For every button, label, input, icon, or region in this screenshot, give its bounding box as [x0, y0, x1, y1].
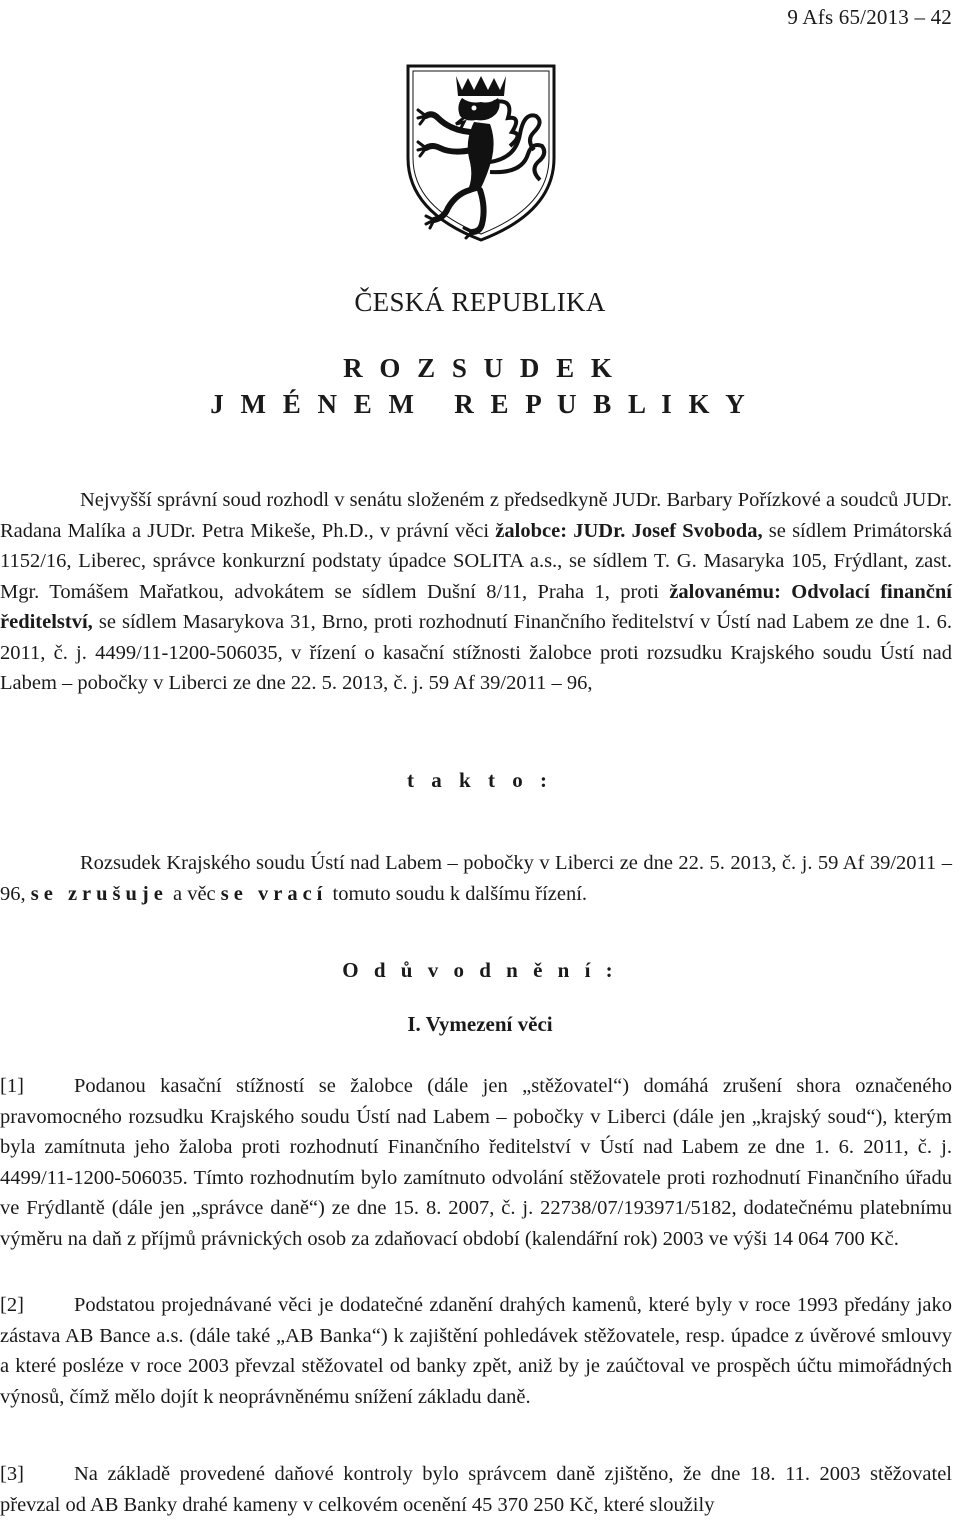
holding-paragraph — [0, 848, 952, 909]
czech-lion-coat-of-arms-icon — [404, 62, 558, 244]
holding-remand: se vrací — [220, 882, 328, 905]
verdict-title-line-2: J M É N E M R E P U B L I K Y — [210, 389, 750, 419]
intro-text-1: Nejvyšší správní soud rozhodl v senátu složeném z předsedkyně JUDr. Barbary Pořízkové a soudců JUDr. Radana Malíka a JUDr. Petra Mikeše, Ph.D., v právní věci — [0, 489, 952, 542]
country-heading: ČESKÁ REPUBLIKA — [354, 287, 606, 317]
plaintiff-label: žalobce: JUDr. Josef Svoboda, — [495, 519, 763, 542]
paragraph-number: [3] — [0, 1463, 24, 1485]
verdict-title — [0, 350, 960, 422]
intro-paragraph — [0, 485, 952, 699]
intro-text-3: se sídlem Masarykova 31, Brno, proti rozhodnutí Finančního ředitelství v Ústí nad Labem ze dne 1. 6. 2011, č. j. 4499/11-1200-506035, v řízení o kasační stížnosti žalobce proti rozsudku Krajského soudu Ústí nad Labem – pobočky v Liberci ze dne 22. 5. 2013, č. j. 59 Af 39/2011 – 96, — [0, 611, 952, 694]
holding-text-3: tomuto soudu k dalšímu řízení. — [327, 882, 588, 905]
section-heading: I. Vymezení věci — [407, 1012, 553, 1036]
takto-heading: t a k t o : — [407, 768, 553, 792]
paragraph-text: Na základě provedené daňové kontroly bylo správcem daně zjištěno, že dne 18. 11. 2003 stěžovatel převzal od AB Banky drahé kameny v celkovém ocenění 45 370 250 Kč, které sloužily — [0, 1463, 952, 1516]
grounds-heading: O d ů v o d n ě n í : — [342, 958, 618, 982]
holding-text-1: Rozsudek Krajského soudu Ústí nad Labem – pobočky v Liberci ze dne 22. 5. 2013, č. j. 59 Af 39/2011 – 96, — [0, 852, 952, 905]
intro-text-2: se sídlem Primátorská 1152/16, Liberec, správce konkurzní podstaty úpadce SOLITA a.s., se sídlem T. G. Masaryka 105, Frýdlant, zast. Mgr. Tomášem Mařatkou, advokátem se sídlem Dušní 8/11, Praha 1, proti — [0, 519, 953, 603]
paragraph-1 — [0, 1071, 952, 1254]
paragraph-2 — [0, 1290, 952, 1412]
defendant-label: žalovanému: Odvolací finanční ředitelství, — [0, 580, 952, 633]
file-reference: 9 Afs 65/2013 – 42 — [787, 5, 952, 29]
paragraph-text: Podstatou projednávané věci je dodatečné zdanění drahých kamenů, které byly v roce 1993 předány jako zástava AB Bance a.s. (dále také „AB Banka“) k zajištění pohledávek stěžovatele, resp. úpadce z úvěrové smlouvy a které posléze v roce 2003 převzal stěžovatel od banky zpět, aniž by je zaúčtoval ve prospěch účtu mimořádných výnosů, čímž mělo dojít k neoprávněnému snížení základu daně. — [0, 1294, 952, 1408]
paragraph-number: [1] — [0, 1075, 24, 1097]
holding-text-2: a věc — [167, 882, 221, 905]
paragraph-text: Podanou kasační stížností se žalobce (dále jen „stěžovatel“) domáhá zrušení shora označeného pravomocného rozsudku Krajského soudu Ústí nad Labem – pobočky v Liberci (dále jen „krajský soud“), kterým byla zamítnuta jeho žaloba proti rozhodnutí Finančního ředitelství v Ústí nad Labem ze dne 1. 6. 2011, č. j. 4499/11-1200-506035. Tímto rozhodnutím bylo zamítnuto odvolání stěžovatele proti rozhodnutí Finančního úřadu ve Frýdlantě (dále jen „správce daně“) ze dne 15. 8. 2007, č. j. 22738/07/193971/5182, dodatečnému platebnímu výměru na daň z příjmů právnických osob za zdaňovací období (kalendářní rok) 2003 ve výši 14 064 700 Kč. — [0, 1075, 952, 1250]
holding-annul: se zrušuje — [30, 882, 168, 905]
paragraph-number: [2] — [0, 1294, 24, 1316]
paragraph-3 — [0, 1459, 952, 1520]
verdict-title-line-1: R O Z S U D E K — [343, 353, 617, 383]
